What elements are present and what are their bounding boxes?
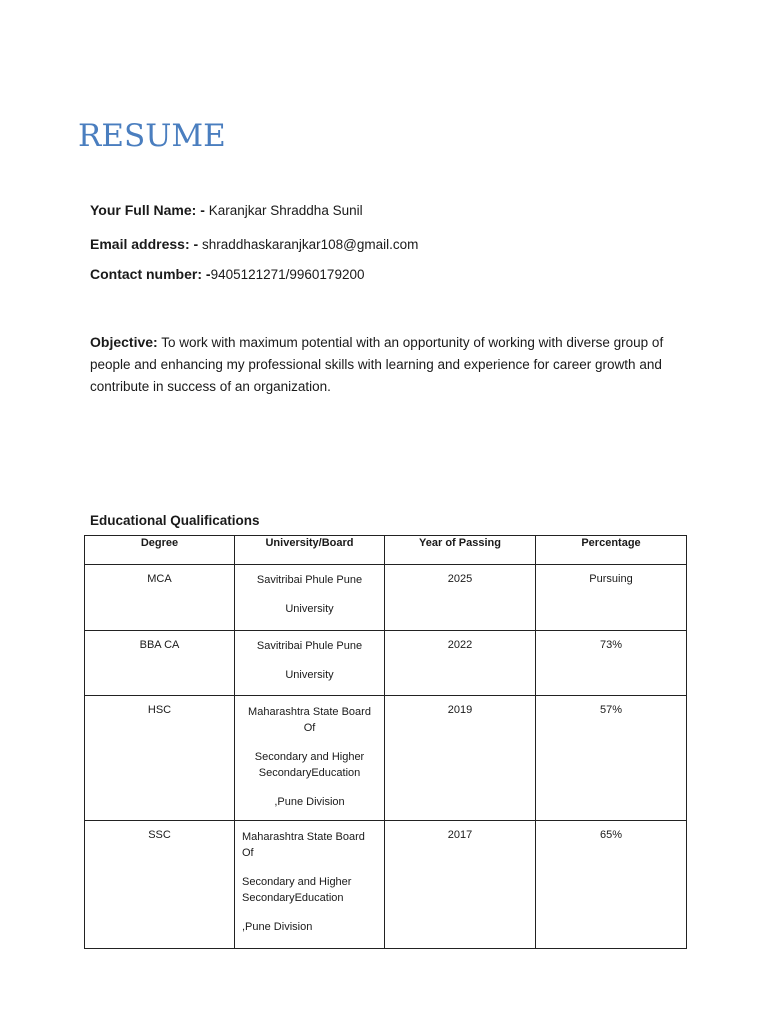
year-cell: 2025 [385, 565, 536, 631]
objective-section [90, 331, 690, 398]
percentage-cell: 65% [536, 821, 687, 949]
board-line: University [285, 603, 334, 615]
degree-cell: BBA CA [85, 631, 235, 696]
table-row [85, 565, 687, 631]
board-cell [235, 631, 385, 696]
year-cell: 2019 [385, 696, 536, 821]
table-row [85, 821, 687, 949]
board-cell [235, 565, 385, 631]
board-line: Of [303, 722, 316, 734]
column-header-degree: Degree [85, 536, 235, 565]
board-line: Maharashtra State Board [248, 706, 371, 718]
percentage-cell: Pursuing [536, 565, 687, 631]
year-cell: 2022 [385, 631, 536, 696]
degree-cell: SSC [85, 821, 235, 949]
objective-label: Objective: [90, 334, 158, 350]
education-heading: Educational Qualifications [90, 513, 260, 528]
column-header-year: Year of Passing [385, 536, 536, 565]
objective-text: To work with maximum potential with an opportunity of working with diverse group of people and enhancing my professional skills with learning and experience for career growth and contribute in success of an organization. [90, 335, 664, 394]
board-line: University [285, 669, 334, 681]
board-line: ,Pune Division [274, 796, 345, 808]
board-line: Secondary and Higher [254, 751, 365, 763]
board-line: Savitribai Phule Pune [256, 640, 363, 652]
year-cell: 2017 [385, 821, 536, 949]
contact-label: Contact number: - [90, 266, 211, 282]
contact-field [90, 266, 364, 282]
percentage-cell: 57% [536, 696, 687, 821]
resume-title: RESUME [78, 118, 226, 154]
board-line: Of [242, 847, 254, 859]
full-name-label: Your Full Name: - [90, 202, 209, 218]
email-field [90, 236, 418, 252]
email-label: Email address: - [90, 236, 203, 252]
board-cell [235, 821, 385, 949]
board-line: ,Pune Division [242, 921, 313, 933]
full-name-value: Karanjkar Shraddha Sunil [208, 203, 363, 218]
education-table [84, 535, 687, 949]
board-line: SecondaryEducation [242, 892, 344, 904]
table-header-row [85, 536, 687, 565]
full-name-field [90, 202, 363, 218]
board-line: Secondary and Higher [242, 876, 352, 888]
board-line: Savitribai Phule Pune [256, 574, 363, 586]
table-row [85, 631, 687, 696]
percentage-cell: 73% [536, 631, 687, 696]
degree-cell: MCA [85, 565, 235, 631]
column-header-percentage: Percentage [536, 536, 687, 565]
board-line: Maharashtra State Board [242, 831, 365, 843]
contact-value: 9405121271/9960179200 [210, 267, 365, 282]
table-row [85, 696, 687, 821]
degree-cell: HSC [85, 696, 235, 821]
board-line: SecondaryEducation [258, 767, 361, 779]
column-header-university: University/Board [235, 536, 385, 565]
board-cell [235, 696, 385, 821]
email-value: shraddhaskaranjkar108@gmail.com [202, 237, 419, 252]
